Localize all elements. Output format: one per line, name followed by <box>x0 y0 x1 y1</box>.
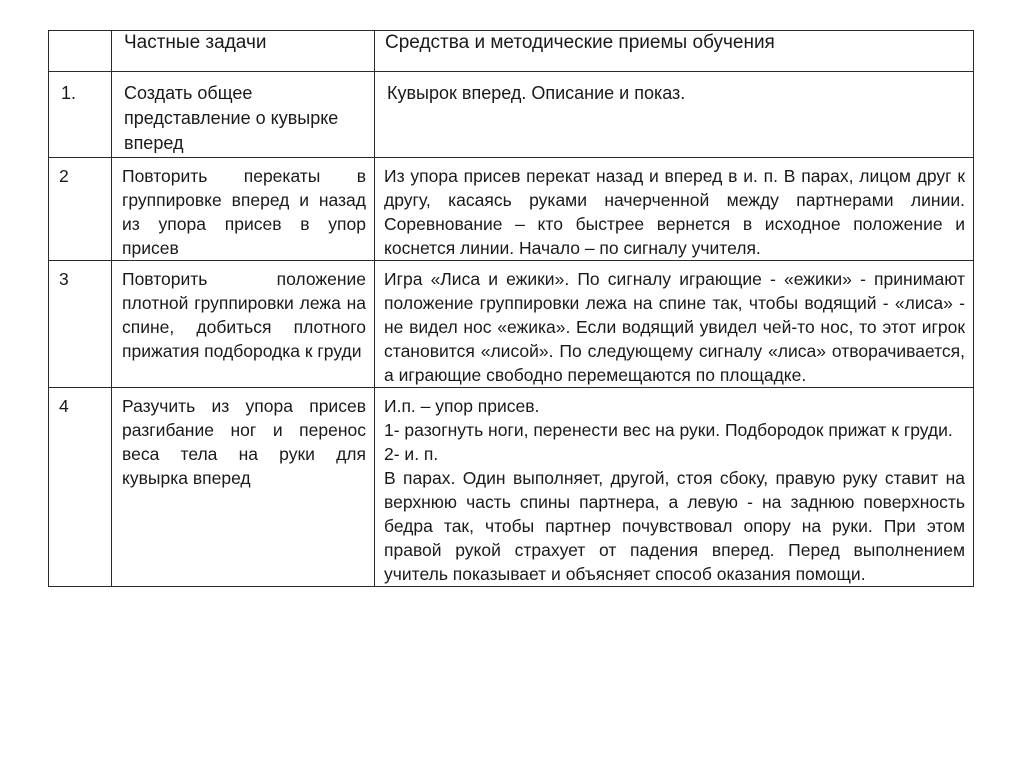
row-method-text: Кувырок вперед. Описание и показ. <box>387 83 686 103</box>
row-task-cell <box>112 261 375 388</box>
row-task: Повторить перекаты в группировке вперед и назад из упора присев в упор присев <box>122 166 366 258</box>
row-num: 2 <box>59 166 69 186</box>
row-num-cell <box>49 388 112 587</box>
row-num: 4 <box>59 396 69 416</box>
row-task-cell <box>112 158 375 261</box>
row-method-text: Из упора присев перекат назад и вперед в и. п. В парах, лицом друг к другу, касаясь руками начерченной между партнерами линии. Соревнование – кто быстрее вернется в исходное положение и коснется линии. Начало – по сигналу учителя. <box>384 166 965 258</box>
table-row <box>49 72 974 158</box>
row-task-cell <box>112 388 375 587</box>
row-methods-block <box>375 388 973 586</box>
table-row <box>49 388 974 587</box>
header-tasks-text: Частные задачи <box>124 32 267 53</box>
row-method-text: И.п. – упор присев. <box>384 396 540 416</box>
row-methods-cell <box>375 388 974 587</box>
row-task: Повторить положение плотной группировки лежа на спине, добиться плотного прижатия подбородка к груди <box>122 269 366 361</box>
row-num-cell <box>49 261 112 388</box>
header-num-cell <box>49 31 112 72</box>
row-num: 1. <box>61 83 77 103</box>
row-task: Разучить из упора присев разгибание ног и перенос веса тела на руки для кувырка вперед <box>122 396 366 488</box>
row-methods-cell <box>375 261 974 388</box>
row-method-text: В парах. Один выполняет, другой, стоя сбоку, правую руку ставит на верхнюю часть спины партнера, а левую - на заднюю поверхность бедра так, чтобы партнер почувствовал опору на руки. При этом правой рукой страхует от падения вперед. Перед выполнением учитель показывает и объясняет способ оказания помощи. <box>384 468 965 584</box>
header-methods-text: Средства и методические приемы обучения <box>385 32 775 53</box>
row-num-cell <box>49 158 112 261</box>
table-header-row <box>49 31 974 72</box>
header-tasks-cell <box>112 31 375 72</box>
row-method-text: 2- и. п. <box>384 444 439 464</box>
row-task: Создать общее представление о кувырке вперед <box>124 83 339 153</box>
row-methods-cell <box>375 72 974 158</box>
row-method-text: 1- разогнуть ноги, перенести вес на руки. Подбородок прижат к груди. <box>384 420 953 440</box>
row-task-cell <box>112 72 375 158</box>
lesson-table <box>48 30 974 587</box>
table-row <box>49 261 974 388</box>
header-methods-cell <box>375 31 974 72</box>
row-methods-cell <box>375 158 974 261</box>
row-num: 3 <box>59 269 69 289</box>
row-num-cell <box>49 72 112 158</box>
table-row <box>49 158 974 261</box>
row-method-text: Игра «Лиса и ежики». По сигналу играющие - «ежики» - принимают положение группировки лежа на спине так, чтобы водящий - «лиса» - не видел нос «ежика». Если водящий увидел чей-то нос, то этот игрок становится «лисой». По следующему сигналу «лиса» отворачивается, а играющие свободно перемещаются по площадке. <box>384 269 965 385</box>
